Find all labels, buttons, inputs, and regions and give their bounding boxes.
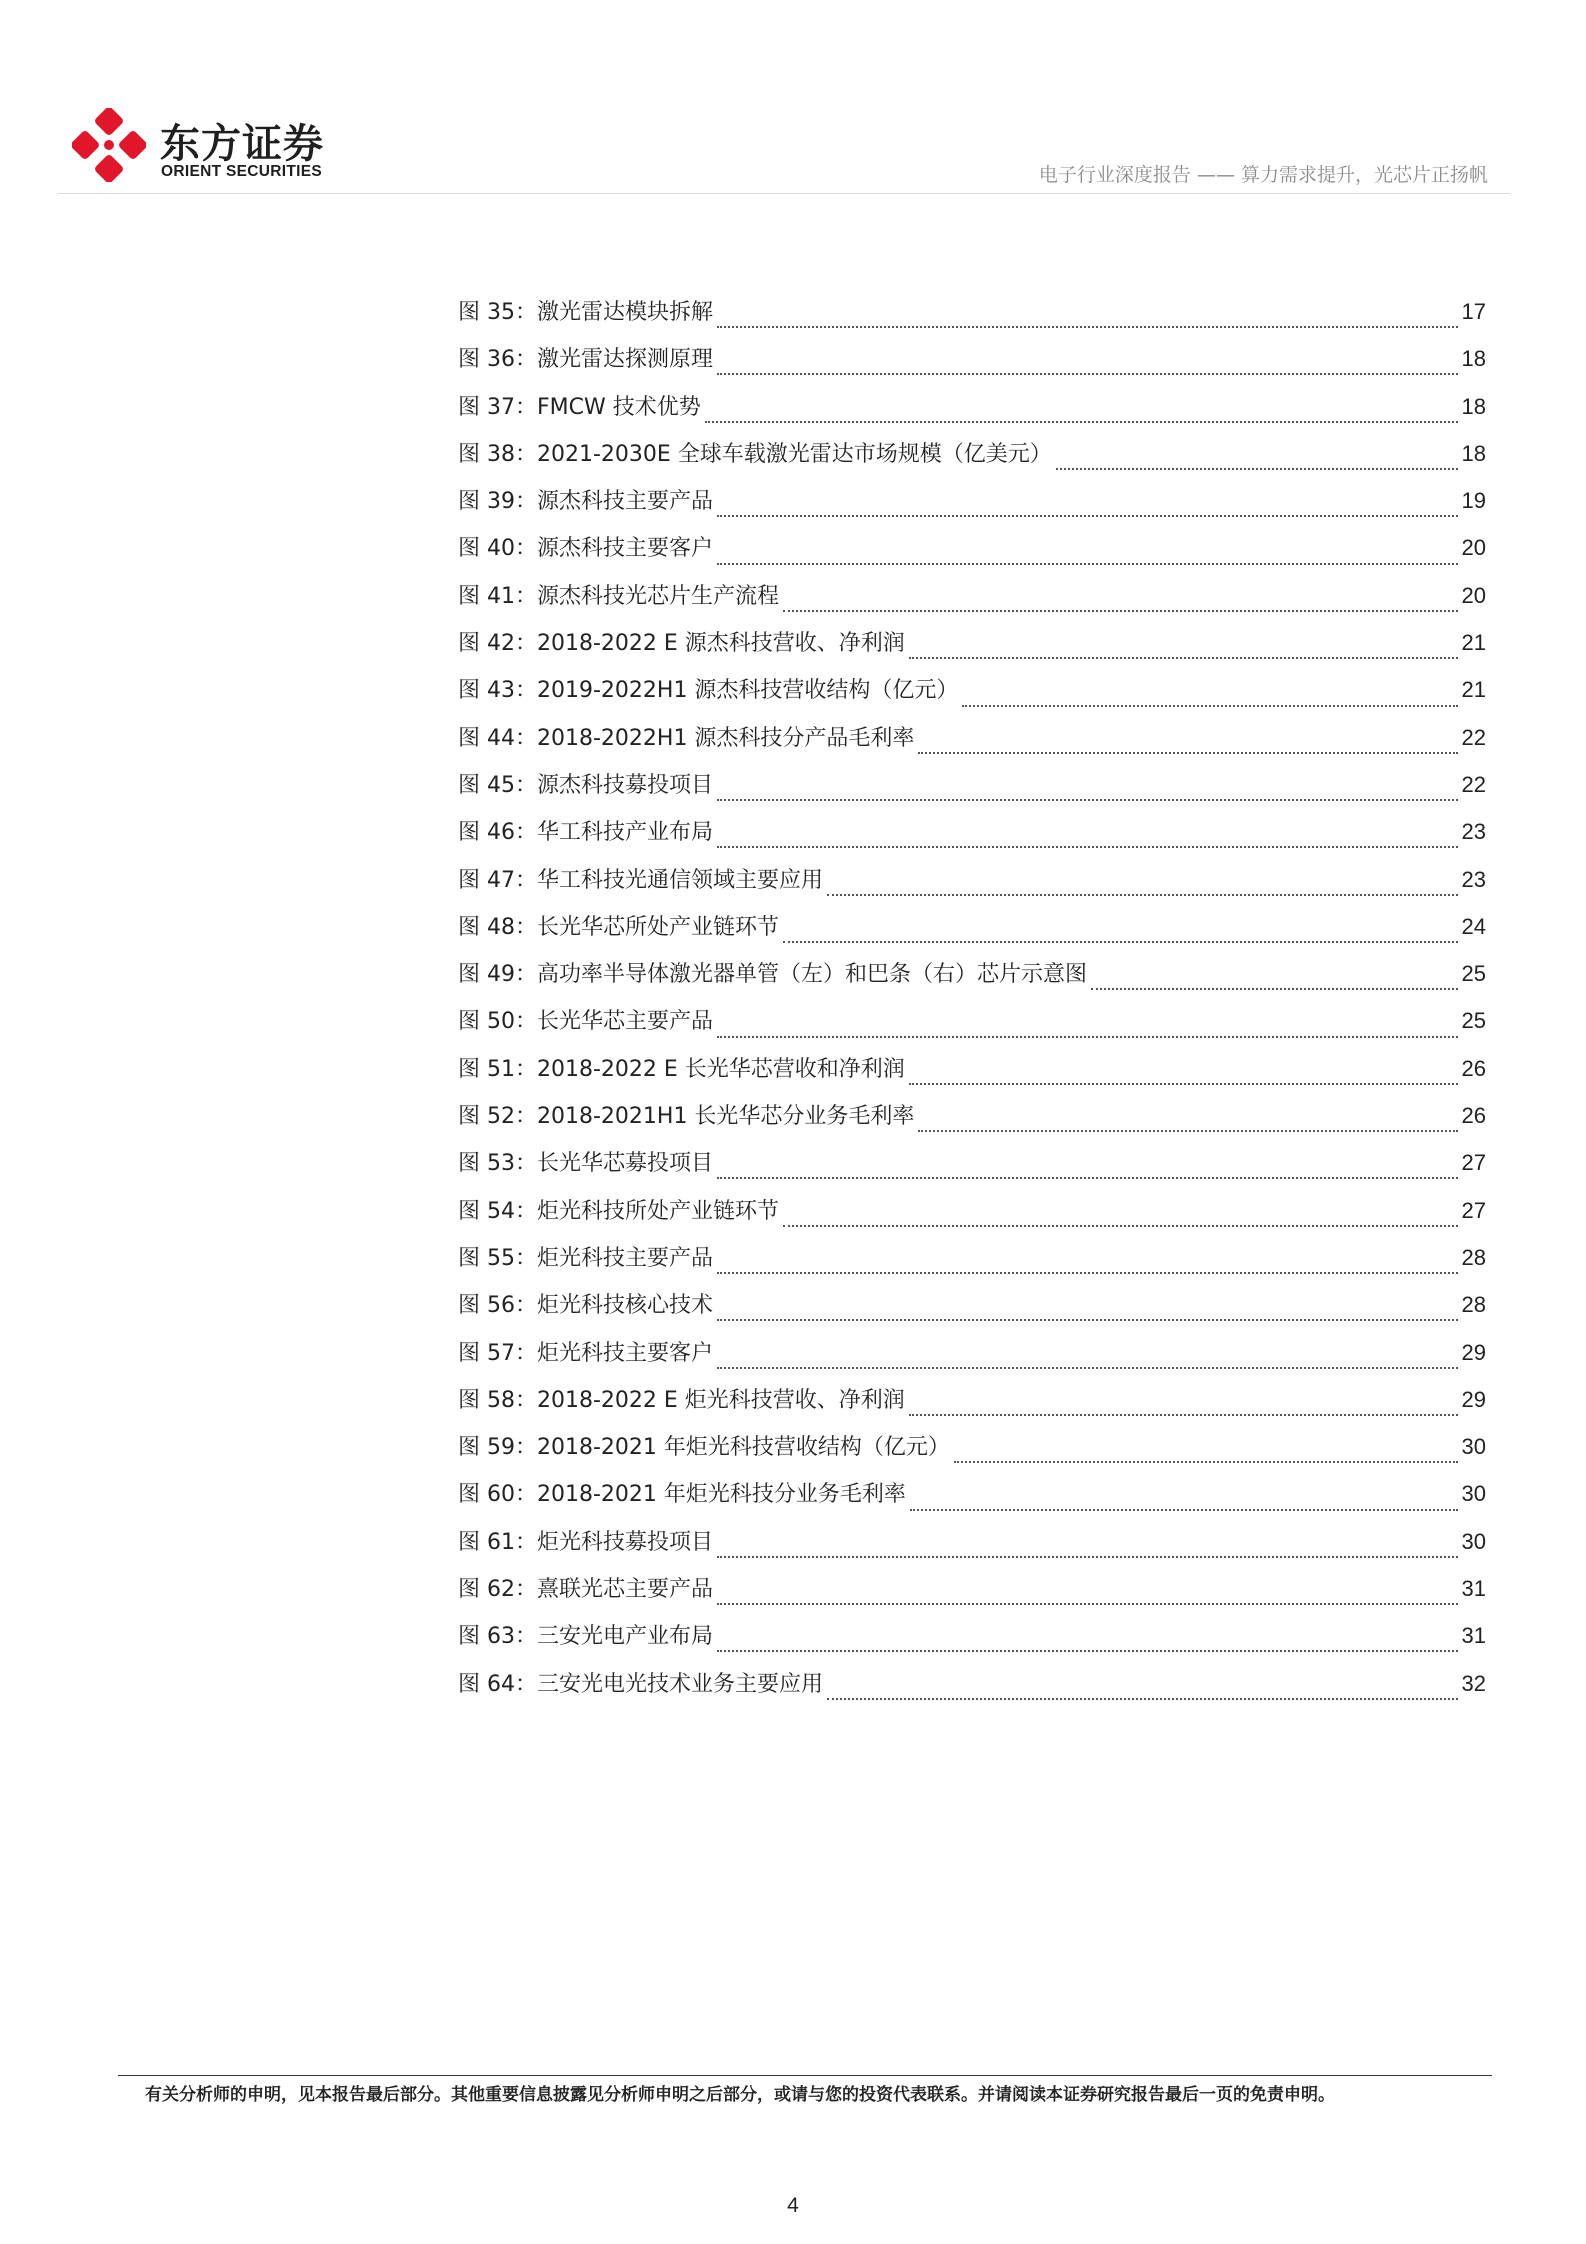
logo-diamond-top	[93, 108, 124, 137]
toc-entry[interactable]	[458, 1004, 1486, 1051]
toc-entry-label[interactable]: 图 40：源杰科技主要客户	[458, 536, 713, 562]
toc-entry-page[interactable]: 29	[1461, 1386, 1486, 1412]
toc-entry[interactable]	[458, 957, 1486, 1004]
toc-entry-label[interactable]: 图 64：三安光电光技术业务主要应用	[458, 1671, 823, 1697]
toc-entry-page[interactable]: 26	[1461, 1103, 1486, 1129]
toc-entry-page[interactable]: 17	[1461, 299, 1486, 324]
toc-dot-leader	[717, 562, 1458, 565]
toc-entry[interactable]	[458, 910, 1486, 957]
toc-entry[interactable]	[458, 1241, 1486, 1288]
header-divider	[58, 193, 1510, 194]
toc-dot-leader	[717, 1555, 1458, 1558]
toc-entry[interactable]	[458, 437, 1486, 484]
toc-dot-leader	[1091, 987, 1458, 990]
toc-dot-leader	[783, 940, 1458, 943]
toc-entry[interactable]	[458, 1525, 1486, 1572]
report-title: 电子行业深度报告 —— 算力需求提升，光芯片正扬帆	[1038, 164, 1488, 186]
toc-entry-page[interactable]: 28	[1461, 1292, 1486, 1318]
toc-entry-page[interactable]: 27	[1461, 1197, 1486, 1223]
toc-entry-label[interactable]: 图 63：三安光电产业布局	[458, 1624, 713, 1650]
toc-entry-page[interactable]: 18	[1461, 440, 1486, 466]
toc-entry[interactable]	[458, 863, 1486, 910]
footer-disclaimer: 有关分析师的申明，见本报告最后部分。其他重要信息披露见分析师申明之后部分，或请与您的投资代表联系。并请阅读本证券研究报告最后一页的免责申明。	[145, 2085, 1335, 2105]
toc-entry-label[interactable]: 图 43：2019-2022H1 源杰科技营收结构（亿元）	[458, 678, 959, 704]
toc-entry-page[interactable]: 18	[1461, 346, 1486, 372]
logo-diamond-bottom	[93, 153, 124, 182]
toc-entry-label[interactable]: 图 51：2018-2022 E 长光华芯营收和净利润	[458, 1056, 905, 1082]
logo-diamond-right	[117, 129, 146, 160]
toc-dot-leader	[717, 325, 1458, 328]
toc-entry[interactable]	[458, 1288, 1486, 1335]
toc-entry-label[interactable]: 图 60：2018-2021 年炬光科技分业务毛利率	[458, 1482, 906, 1508]
toc-entry-label[interactable]: 图 50：长光华芯主要产品	[458, 1009, 713, 1035]
page-header	[0, 0, 1586, 200]
toc-entry[interactable]	[458, 579, 1486, 626]
toc-dot-leader	[717, 1366, 1458, 1369]
toc-entry[interactable]	[458, 1619, 1486, 1666]
toc-entry-page[interactable]: 31	[1461, 1576, 1486, 1602]
toc-dot-leader	[717, 372, 1458, 375]
toc-dot-leader	[827, 893, 1458, 896]
toc-dot-leader	[909, 1082, 1458, 1085]
toc-entry-label[interactable]: 图 49：高功率半导体激光器单管（左）和巴条（右）芯片示意图	[458, 962, 1087, 988]
toc-dot-leader	[909, 1413, 1458, 1416]
toc-entry-page[interactable]: 30	[1461, 1434, 1486, 1460]
toc-entry[interactable]	[458, 484, 1486, 531]
toc-entry[interactable]	[458, 295, 1486, 342]
toc-entry-page[interactable]: 24	[1461, 913, 1486, 939]
toc-entry-label[interactable]: 图 53：长光华芯募投项目	[458, 1151, 713, 1177]
toc-entry-label[interactable]: 图 57：炬光科技主要客户	[458, 1340, 713, 1366]
toc-dot-leader	[954, 1460, 1458, 1463]
toc-entry-label[interactable]: 图 54：炬光科技所处产业链环节	[458, 1198, 779, 1224]
toc-dot-leader	[705, 420, 1458, 423]
toc-entry[interactable]	[458, 1477, 1486, 1524]
orient-securities-logo-icon	[72, 108, 146, 182]
toc-entry[interactable]	[458, 1667, 1486, 1714]
toc-entry[interactable]	[458, 1052, 1486, 1099]
toc-entry[interactable]	[458, 1572, 1486, 1619]
toc-entry[interactable]	[458, 1336, 1486, 1383]
toc-entry-label[interactable]: 图 38：2021-2030E 全球车载激光雷达市场规模（亿美元）	[458, 441, 1052, 467]
logo-diamond-left	[72, 129, 101, 160]
brand-name-en: ORIENT SECURITIES	[161, 163, 322, 180]
toc-dot-leader	[1056, 467, 1458, 470]
toc-entry-page[interactable]: 21	[1461, 630, 1486, 656]
toc-entry-label[interactable]: 图 52：2018-2021H1 长光华芯分业务毛利率	[458, 1104, 915, 1130]
toc-entry-page[interactable]: 18	[1461, 393, 1486, 419]
toc-entry[interactable]	[458, 673, 1486, 720]
toc-entry-page[interactable]: 29	[1461, 1339, 1486, 1365]
toc-entry[interactable]	[458, 342, 1486, 389]
figure-index-list	[458, 295, 1486, 1714]
toc-entry[interactable]	[458, 721, 1486, 768]
toc-entry-page[interactable]: 28	[1461, 1244, 1486, 1270]
toc-entry-label[interactable]: 图 35：激光雷达模块拆解	[458, 300, 713, 325]
toc-entry-label[interactable]: 图 55：炬光科技主要产品	[458, 1245, 713, 1271]
toc-dot-leader	[717, 1035, 1458, 1038]
toc-entry-label[interactable]: 图 44：2018-2022H1 源杰科技分产品毛利率	[458, 725, 915, 751]
toc-dot-leader	[717, 1271, 1458, 1274]
toc-dot-leader	[717, 514, 1458, 517]
toc-entry[interactable]	[458, 626, 1486, 673]
toc-entry[interactable]	[458, 1383, 1486, 1430]
toc-entry-label[interactable]: 图 37：FMCW 技术优势	[458, 394, 701, 420]
toc-entry-page[interactable]: 31	[1461, 1623, 1486, 1649]
toc-dot-leader	[717, 1649, 1458, 1652]
toc-entry-page[interactable]: 22	[1461, 771, 1486, 797]
toc-entry-page[interactable]: 32	[1461, 1670, 1486, 1696]
toc-entry-label[interactable]: 图 47：华工科技光通信领域主要应用	[458, 867, 823, 893]
toc-entry-page[interactable]: 20	[1461, 535, 1486, 561]
toc-entry-label[interactable]: 图 62：熹联光芯主要产品	[458, 1577, 713, 1603]
toc-dot-leader	[717, 1318, 1458, 1321]
brand-name-cn: 东方证券	[160, 121, 324, 167]
toc-entry[interactable]	[458, 1194, 1486, 1241]
toc-entry[interactable]	[458, 768, 1486, 815]
toc-dot-leader	[783, 609, 1458, 612]
toc-entry-page[interactable]: 27	[1461, 1150, 1486, 1176]
toc-dot-leader	[717, 845, 1458, 848]
page-number: 4	[787, 2194, 799, 2217]
toc-dot-leader	[910, 1508, 1458, 1511]
toc-entry-label[interactable]: 图 39：源杰科技主要产品	[458, 489, 713, 515]
toc-dot-leader	[962, 704, 1457, 707]
toc-entry-page[interactable]: 23	[1461, 819, 1486, 845]
toc-entry-page[interactable]: 25	[1461, 1008, 1486, 1034]
toc-dot-leader	[717, 1602, 1458, 1605]
toc-entry[interactable]	[458, 1146, 1486, 1193]
toc-entry-label[interactable]: 图 45：源杰科技募投项目	[458, 772, 713, 798]
toc-entry-page[interactable]: 30	[1461, 1481, 1486, 1507]
toc-dot-leader	[918, 751, 1457, 754]
toc-entry-page[interactable]: 21	[1461, 677, 1486, 703]
toc-entry-label[interactable]: 图 59：2018-2021 年炬光科技营收结构（亿元）	[458, 1435, 950, 1461]
toc-entry-label[interactable]: 图 61：炬光科技募投项目	[458, 1529, 713, 1555]
toc-entry-label[interactable]: 图 41：源杰科技光芯片生产流程	[458, 583, 779, 609]
toc-dot-leader	[918, 1129, 1457, 1132]
toc-dot-leader	[717, 1176, 1458, 1179]
toc-entry-page[interactable]: 20	[1461, 582, 1486, 608]
toc-entry-page[interactable]: 22	[1461, 724, 1486, 750]
toc-entry-page[interactable]: 19	[1461, 488, 1486, 514]
toc-entry-label[interactable]: 图 58：2018-2022 E 炬光科技营收、净利润	[458, 1387, 905, 1413]
toc-dot-leader	[717, 798, 1458, 801]
footer-divider	[118, 2075, 1492, 2076]
toc-entry[interactable]	[458, 1099, 1486, 1146]
toc-entry-label[interactable]: 图 36：激光雷达探测原理	[458, 347, 713, 373]
toc-entry[interactable]	[458, 815, 1486, 862]
toc-entry-label[interactable]: 图 42：2018-2022 E 源杰科技营收、净利润	[458, 631, 905, 657]
toc-entry-label[interactable]: 图 56：炬光科技核心技术	[458, 1293, 713, 1319]
toc-entry-page[interactable]: 26	[1461, 1055, 1486, 1081]
toc-dot-leader	[909, 656, 1458, 659]
toc-entry-label[interactable]: 图 46：华工科技产业布局	[458, 820, 713, 846]
toc-entry-page[interactable]: 30	[1461, 1528, 1486, 1554]
toc-entry[interactable]	[458, 531, 1486, 578]
toc-entry-page[interactable]: 23	[1461, 866, 1486, 892]
toc-entry[interactable]	[458, 1430, 1486, 1477]
toc-entry-label[interactable]: 图 48：长光华芯所处产业链环节	[458, 914, 779, 940]
toc-entry[interactable]	[458, 390, 1486, 437]
toc-dot-leader	[827, 1697, 1458, 1700]
toc-entry-page[interactable]: 25	[1461, 961, 1486, 987]
toc-dot-leader	[783, 1224, 1458, 1227]
